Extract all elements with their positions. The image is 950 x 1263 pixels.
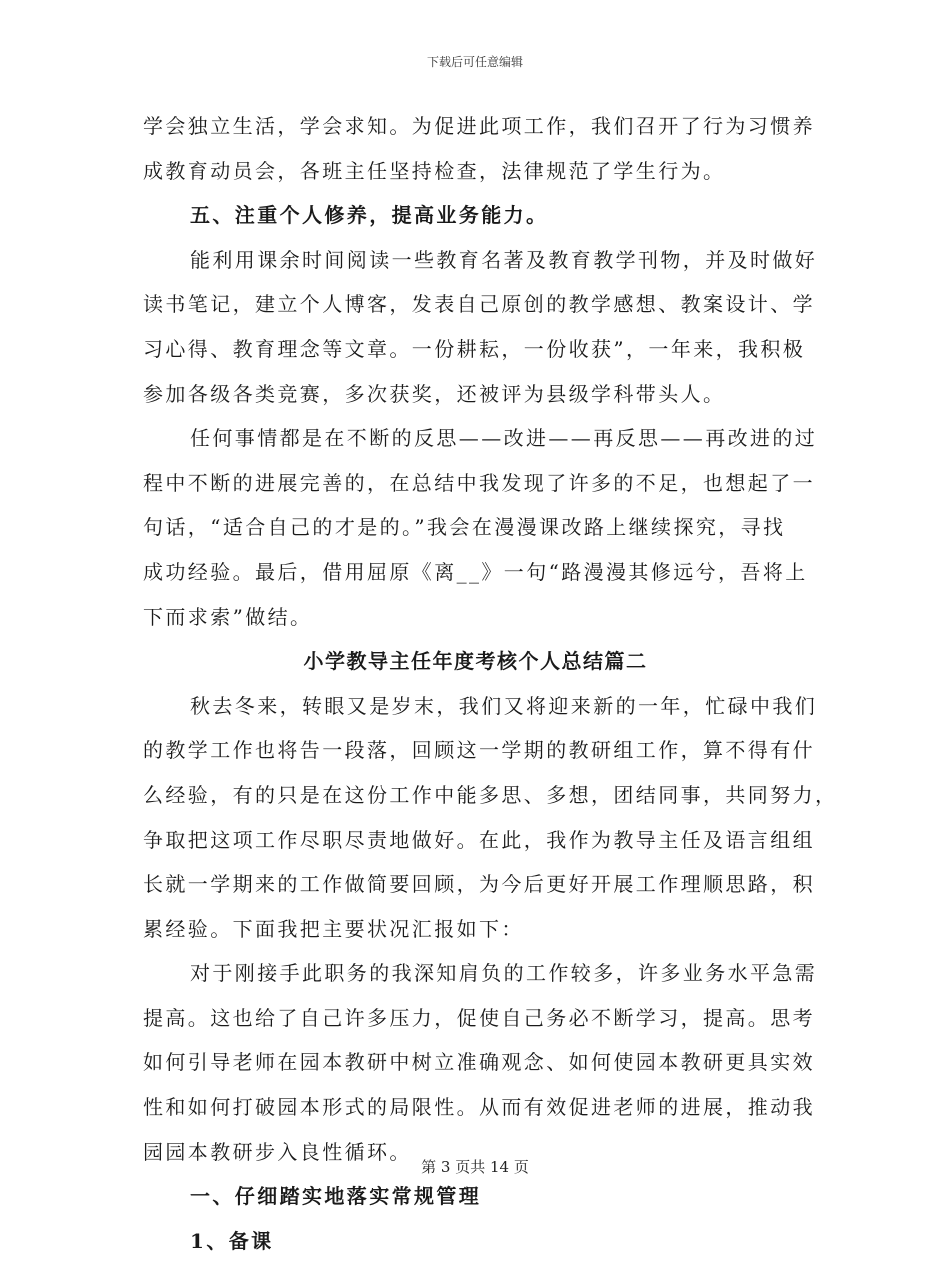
document-body [143,104,838,1263]
body-line: 提高。这也给了自己许多压力，促使自己务必不断学习，提高。思考 [143,1005,815,1030]
page-header: 下载后可任意编辑 [426,55,523,69]
body-line: 学会独立生活，学会求知。为促进此项工作，我们召开了行为习惯养 [143,114,815,138]
body-line: 的教学工作也将告一段落，回顾这一学期的教研组工作，算不得有什 [143,738,815,763]
body-line: 参加各级各类竞赛，多次获奖，还被评为县级学科带头人。 [143,381,726,406]
body-line: 句话，“适合自己的才是的。”我会在漫漫课改路上继续探究，寻找 [143,515,786,540]
body-line: 对于刚接手此职务的我深知肩负的工作较多，许多业务水平急需 [190,961,818,986]
subsection-heading: 1、备课 [190,1228,274,1253]
body-line: 任何事情都是在不断的反思——改进——再反思——再改进的过 [190,426,818,451]
section-heading: 五、注重个人修养，提高业务能力。 [190,203,549,228]
body-line: 如何引导老师在园本教研中树立准确观念、如何使园本教研更具实效 [143,1050,815,1075]
body-line: 么经验，有的只是在这份工作中能多思、多想，团结同事，共同努力， [143,782,838,807]
body-line: 园园本教研步入良性循环。 [143,1139,412,1164]
body-line: 读书笔记，建立个人博客，发表自己原创的教学感想、教案设计、学 [143,292,815,317]
body-line: 程中不断的进展完善的，在总结中我发现了许多的不足，也想起了一 [143,470,815,495]
body-line: 成功经验。最后，借用屈原《离__》一句“路漫漫其修远兮，吾将上 [143,559,808,584]
body-line: 秋去冬来，转眼又是岁末，我们又将迎来新的一年，忙碌中我们 [190,693,818,718]
body-line: 习心得、教育理念等文章。一份耕耘，一份收获”，一年来，我积极 [143,336,806,361]
body-line: 累经验。下面我把主要状况汇报如下： [143,916,524,941]
body-line: 能利用课余时间阅读一些教育名著及教育教学刊物，并及时做好 [190,247,818,272]
article-title: 小学教导主任年度考核个人总结篇二 [303,649,648,674]
page-footer: 第 3 页共 14 页 [421,1158,529,1176]
section-heading: 一、仔细踏实地落实常规管理 [190,1184,482,1209]
body-line: 长就一学期来的工作做简要回顾，为今后更好开展工作理顺思路，积 [143,872,815,897]
body-line: 性和如何打破园本形式的局限性。从而有效促进老师的进展，推动我 [143,1095,815,1120]
body-line: 争取把这项工作尽职尽责地做好。在此，我作为教导主任及语言组组 [143,827,815,852]
body-line: 成教育动员会，各班主任坚持检查，法律规范了学生行为。 [143,158,726,183]
body-line: 下而求索”做结。 [143,604,313,629]
